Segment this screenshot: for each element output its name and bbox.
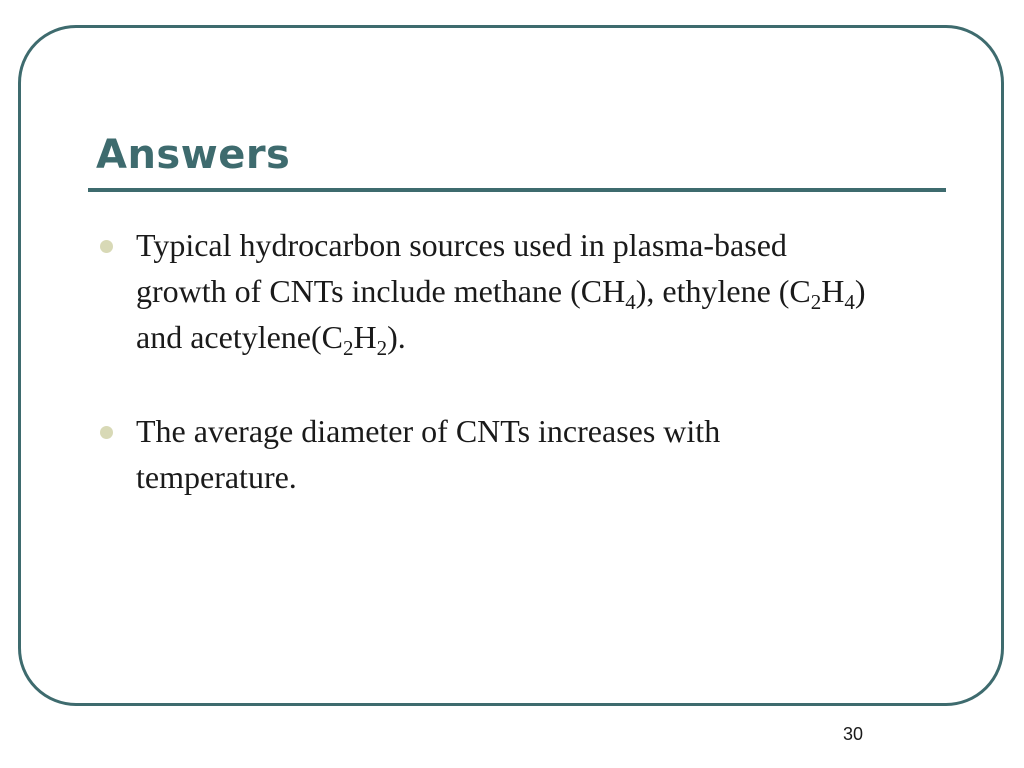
bullet-item-diameter-temperature (96, 408, 876, 500)
text-segment: ) and acetylene(C (136, 273, 866, 355)
slide-title: Answers (96, 132, 291, 178)
text-segment: H (353, 319, 377, 355)
text-segment: ). (387, 319, 406, 355)
bullet-dot-icon (100, 240, 113, 253)
page-number: 30 (843, 724, 864, 744)
subscript: 4 (625, 290, 636, 314)
subscript: 2 (343, 336, 354, 360)
subscript: 4 (844, 290, 855, 314)
text-segment: H (821, 273, 845, 309)
bullet-text: The average diameter of CNTs increases with temperature. (136, 413, 721, 495)
bullet-text (136, 227, 866, 360)
subscript: 2 (810, 290, 822, 314)
text-segment: ), ethylene (C (635, 273, 811, 309)
bullet-item-hydrocarbon-sources (96, 222, 876, 360)
subscript: 2 (376, 336, 388, 360)
title-divider (88, 188, 946, 192)
bullet-dot-icon (100, 426, 113, 439)
text-segment: Typical hydrocarbon sources used in plasma-based growth of CNTs include methane (CH (136, 227, 787, 309)
bullet-list (96, 222, 876, 500)
